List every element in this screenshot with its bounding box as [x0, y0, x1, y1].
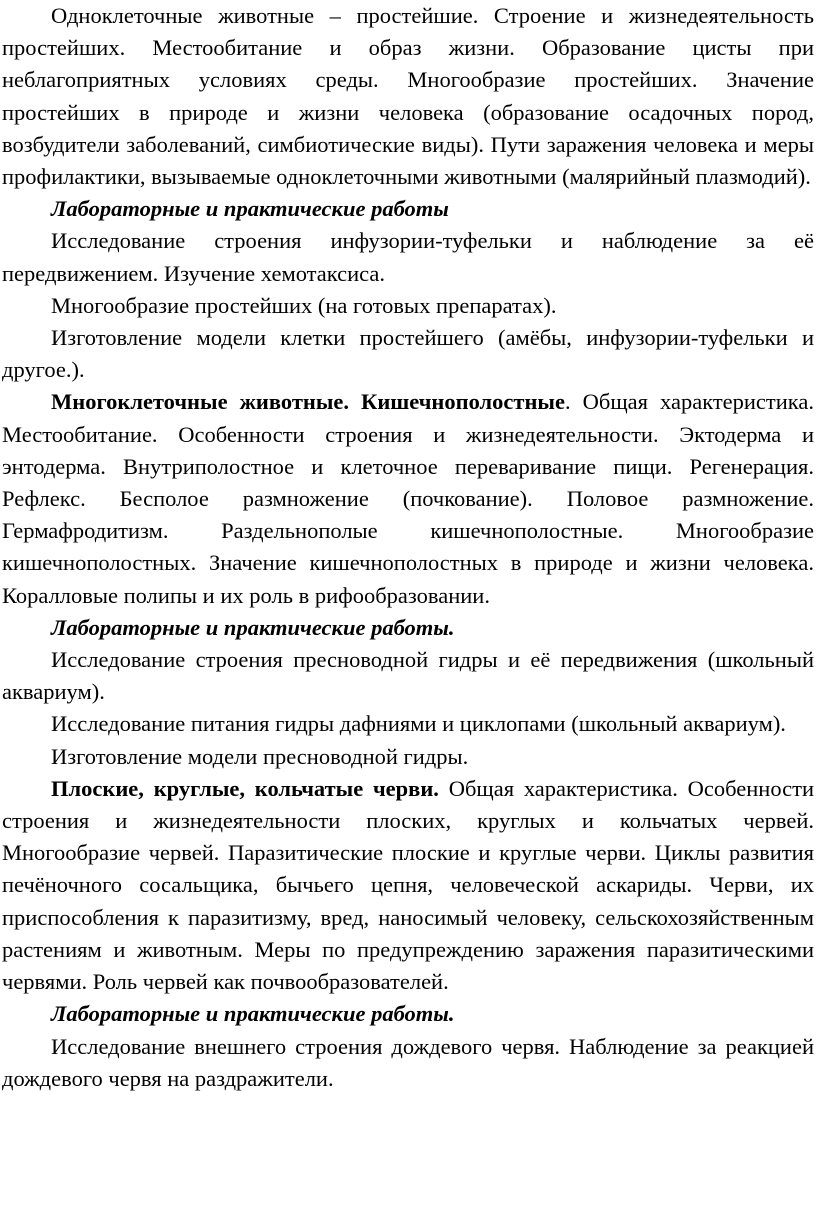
paragraph-worms — [2, 773, 814, 998]
lab-item-hydra-feeding: Исследование питания гидры дафниями и циклопами (школьный аквариум). — [51, 711, 786, 737]
paragraph-protozoa: Одноклеточные животные – простейшие. Строение и жизнедеятельность простейших. Местообитание и образ жизни. Образование цисты при неблагоприятных условиях среды. Многообразие простейших. Значение простейших в природе и жизни человека (образование осадочных пород, возбудители заболеваний, симбиотические виды). Пути заражения человека и меры профилактики, вызываемые одноклеточными животными (малярийный плазмодий). — [2, 3, 814, 190]
lab-item-hydra-model: Изготовление модели пресноводной гидры. — [51, 743, 469, 769]
lab-item-protozoa-diversity: Многообразие простейших (на готовых препаратах). — [51, 292, 557, 318]
lab-item-protozoa-model: Изготовление модели клетки простейшего (амёбы, инфузории-туфельки и другое.). — [2, 325, 814, 383]
section-title-worms: Плоские, круглые, кольчатые черви. — [51, 775, 439, 801]
section-text-worms: Общая характеристика. Особенности строения и жизнедеятельности плоских, круглых и кольчатых червей. Многообразие червей. Паразитические плоские и круглые черви. Циклы развития печёночного сосальщика, бычьего цепня, человеческой аскариды. Черви, их приспособления к паразитизму, вред, наносимый человеку, сельскохозяйственным растениям и животным. Меры по предупреждению заражения паразитическими червями. Роль червей как почвообразователей. — [2, 775, 814, 995]
lab-item-hydra-structure: Исследование строения пресноводной гидры и её передвижения (школьный аквариум). — [2, 647, 814, 705]
lab-heading-worms: Лабораторные и практические работы. — [51, 1001, 455, 1027]
lab-heading-coelenterates: Лабораторные и практические работы. — [51, 614, 455, 640]
lab-heading-protozoa: Лабораторные и практические работы — [51, 196, 449, 222]
section-title-coelenterates: Многоклеточные животные. Кишечнополостные — [51, 389, 565, 415]
section-text-coelenterates: . Общая характеристика. Местообитание. Особенности строения и жизнедеятельности. Эктодерма и энтодерма. Внутриполостное и клеточное переваривание пищи. Регенерация. Рефлекс. Бесполое размножение (почкование). Половое размножение. Гермафродитизм. Раздельнополые кишечнополостные. Многообразие кишечнополостных. Значение кишечнополостных в природе и жизни человека. Коралловые полипы и их роль в рифообразовании. — [2, 389, 814, 608]
lab-item-earthworm: Исследование внешнего строения дождевого червя. Наблюдение за реакцией дождевого червя на раздражители. — [2, 1033, 814, 1091]
paragraph-coelenterates — [2, 386, 814, 611]
lab-item-paramecium: Исследование строения инфузории-туфельки и наблюдение за её передвижением. Изучение хемотаксиса. — [2, 228, 814, 286]
